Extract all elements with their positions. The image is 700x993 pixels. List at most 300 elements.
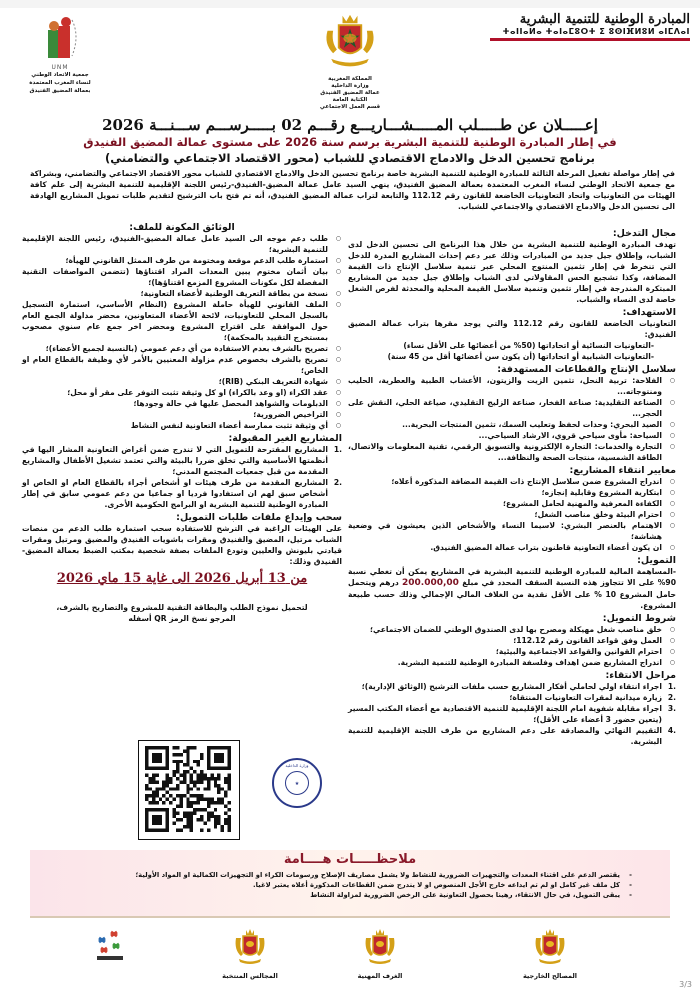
- qr-module: [186, 791, 189, 794]
- criteria-item: ○ ابتكارية المشروع وقابلية إنجازه؛: [348, 487, 662, 498]
- doc-item: ○ الملف القانوني للهيأة حاملة المشروع (النظام الأساسي، استمارة التسجيل بالسجل المحلي للتعاونيات، لائحة الأعضاء المتعاونين، محضر مداولة الجمع العام حول الموافقة على اقتراح المشروع ومحضر اخر جمع عام سنوي مصحوب بمستخرج التقييد بالمحكمة)؛: [22, 299, 328, 343]
- qr-module: [207, 829, 210, 832]
- sectors-list: [348, 375, 676, 463]
- sector-item: ○ الصناعة التقليدية: صناعة الفخار، صناعة الزليج التقليدي، صياغة الحلي، النقش على الحجر...: [348, 397, 662, 419]
- partner-elected-councils: [200, 928, 300, 980]
- qr-module: [162, 784, 165, 787]
- qr-module: [176, 794, 179, 797]
- qr-module: [152, 791, 155, 794]
- qr-module: [176, 804, 179, 807]
- conditions-list: [348, 624, 676, 668]
- qr-module: [210, 801, 213, 804]
- qr-module: [217, 787, 220, 790]
- unm-line: جمعية الاتحاد الوطني: [31, 72, 89, 78]
- qr-module: [228, 825, 231, 828]
- qr-module: [186, 763, 189, 766]
- qr-module: [190, 767, 193, 770]
- qr-module: [190, 774, 193, 777]
- qr-module: [173, 798, 176, 801]
- qr-module: [166, 774, 169, 777]
- ministry-line: وزارة الداخلية: [331, 83, 369, 89]
- qr-module: [166, 777, 169, 780]
- qr-module: [214, 818, 217, 821]
- qr-module: [200, 818, 203, 821]
- qr-module: [179, 760, 182, 763]
- qr-code-icon: [144, 746, 232, 832]
- indh-logo: [490, 12, 690, 41]
- qr-module: [173, 774, 176, 777]
- qr-module: [190, 780, 193, 783]
- partners-footer: [0, 928, 700, 988]
- qr-module: [173, 815, 176, 818]
- ministry-line: عمالة المضيق الفنيدق: [320, 90, 380, 96]
- qr-module: [169, 794, 172, 797]
- stage-item: .1 اجراء انتقاء اولي لحاملي أفكار المشاريع حسب ملفات الترشيح (الوثائق الإدارية)؛: [361, 682, 676, 691]
- intro-paragraph: في إطار مواصلة تفعيل المرحلة الثالثة للمبادرة الوطنية للتنمية البشرية خاصة برنامج تحسين الدخل والادماج الاقتصادي للشباب محور الاقتصاد الاجتماعي والتضامني، وبشراكة مع جمعية الاتحاد الوطني لنساء المغرب المعتمدة بعمالة المضيق الفنيدق، ينهي السيد عامل عمالة المضيق-الفنيدق-رئيس اللجنة الإقليمية للتنمية البشرية إلى علم كافة الهيئات من التعاونيات واتحاد التعاونيات الخاضعة للقانون رقم 112.12 والتابعة لتراب عمالة المضيق الفنيدق، أنه تم فتح باب الترشيح لتقديم طلبات تمويل المشاريع الهادفة الى تحسين الدخل والادماج الاقتصادي والاجتماعي للشباب.: [30, 169, 676, 211]
- rejected-item: .2 المشاريع المقدمة من طرف هيئات او أشخاص أجراء بالقطاع العام او الخاص او أشخاص سبق لهم ان استفادوا فرديا او جماعيا من دعم عمومي سابق في إطار المبادرة الوطنية للتنمية البشرية او البرامج الحكومية الأخرى.: [22, 478, 342, 509]
- qr-module: [200, 756, 203, 759]
- qr-module: [179, 798, 182, 801]
- qr-module: [173, 746, 176, 749]
- partner-label: المجالس المنتخبة: [222, 972, 278, 980]
- qr-module: [152, 815, 162, 825]
- qr-module: [176, 770, 179, 773]
- qr-module: [169, 777, 172, 780]
- qr-module: [228, 774, 231, 777]
- qr-module: [148, 787, 151, 790]
- qr-module: [186, 770, 189, 773]
- qr-module: [152, 753, 162, 763]
- notes-heading: ملاحظـــــات هــــامة: [283, 852, 417, 867]
- criteria-item: ○ ان يكون أعضاء التعاونية قاطنون بتراب عمالة المضيق الفنيدق.: [348, 542, 662, 553]
- qr-module: [179, 829, 182, 832]
- doc-item: ○ الدبلومات والشواهد المحصل عليها في حالة وجودها؛: [22, 398, 328, 409]
- qr-module: [228, 801, 231, 804]
- qr-module: [200, 815, 203, 818]
- qr-module: [197, 780, 200, 783]
- condition-item: ○ احترام القوانين والقواعد الاجتماعية والبيئية؛: [348, 646, 662, 657]
- doc-item: ○ تصريح بالشرف بعدم الاستفادة من أي دعم عمومي (بالنسبة لجميع الأعضاء)؛: [22, 343, 328, 354]
- qr-module: [176, 767, 179, 770]
- qr-module: [152, 801, 155, 804]
- qr-module: [221, 801, 224, 804]
- indh-title: المبادرة الوطنية للتنمية البشرية: [519, 12, 690, 27]
- qr-module: [214, 777, 217, 780]
- sector-item: ○ السياحة: مأوى سياحي قروي، الارشاد السياحي...: [348, 430, 662, 441]
- qr-module: [193, 808, 196, 811]
- funding-heading: التمويل:: [637, 555, 676, 566]
- criteria-list: [348, 476, 676, 553]
- qr-module: [207, 798, 210, 801]
- stages-heading: مراحل الانتقاء:: [605, 670, 676, 681]
- qr-module: [179, 801, 182, 804]
- qr-module: [155, 780, 158, 783]
- qr-module: [190, 829, 193, 832]
- qr-module: [179, 794, 182, 797]
- qr-module: [186, 756, 189, 759]
- qr-module: [200, 753, 203, 756]
- qr-module: [186, 818, 189, 821]
- criteria-heading: معايير انتقاء المشاريع:: [569, 465, 676, 476]
- qr-module: [224, 791, 227, 794]
- qr-module: [224, 794, 227, 797]
- qr-module: [193, 746, 196, 749]
- youth-logo-icon: [93, 928, 127, 962]
- qr-module: [207, 787, 210, 790]
- qr-module: [173, 787, 176, 790]
- qr-module: [210, 811, 213, 814]
- qr-module: [190, 801, 193, 804]
- qr-module: [207, 777, 210, 780]
- qr-module: [162, 787, 165, 790]
- qr-module: [203, 808, 206, 811]
- qr-module: [214, 825, 217, 828]
- ministry-line: الكتابة العامة: [332, 97, 368, 103]
- qr-module: [193, 770, 196, 773]
- qr-module: [210, 774, 213, 777]
- unm-label: UNM: [51, 64, 69, 71]
- qr-module: [217, 815, 220, 818]
- doc-item: ○ أي وثيقة تثبت ممارسة أعضاء التعاونية لنفس النشاط: [22, 420, 328, 431]
- note-item: - يقتصر الدعم على اقتناء المعدات والتجهيزات الضرورية للنشاط ولا يشمل مصاريف الإصلاح ورسومات الكراء او التجهيزات الكمالية او المواد الأولية؛: [30, 870, 620, 880]
- qr-module: [190, 794, 193, 797]
- qr-module: [183, 794, 186, 797]
- submit-heading: سحب وإيداع ملفات طلبات التمويل:: [176, 512, 342, 523]
- partner-external-services: [500, 928, 600, 980]
- funding-text: [348, 566, 676, 611]
- qr-module: [193, 794, 196, 797]
- qr-module: [228, 815, 231, 818]
- qr-module: [207, 811, 210, 814]
- qr-module: [207, 780, 210, 783]
- qr-module: [179, 818, 182, 821]
- qr-module: [176, 753, 179, 756]
- qr-module: [176, 746, 179, 749]
- qr-module: [214, 753, 224, 763]
- doc-item: ○ شهادة التعريف البنكي (RIB)؛: [22, 376, 328, 387]
- scope-text: تهدف المبادرة الوطنية للتنمية البشرية من خلال هذا البرنامج الى تحسين الدخل لدى الشباب، وإطلاق جيل جديد من المبادرات وذلك عبر دعم إحداث المشاريع المدرة للدخل التي تنخرط في إطار تثمين المنتوج المحلي عبر تنمية سلاسل الإنتاج ذات القيمة المضافة، وكذا تشجيع الحس المقاولاتي لدى الشباب وإطلاق جيل جديد من المشاريع المبتكرة المندرجة في إطار تثمين وتنمية سلاسل القيمة المحلية والمحدثة لفرص الشغل خاصة لدى النساء والشباب.: [348, 240, 676, 304]
- qr-module: [173, 760, 176, 763]
- stamp-star-icon: ★: [285, 771, 309, 795]
- qr-module: [193, 811, 196, 814]
- download-line-2: المرجو نسخ الرمز QR أسفله: [128, 614, 236, 623]
- qr-module: [203, 774, 206, 777]
- right-column: [348, 226, 676, 747]
- qr-module: [200, 829, 203, 832]
- qr-module: [203, 777, 206, 780]
- announcement-title: إعـــــلان عن طـــــلب المـــــشـــاريـــع رقـــم 02 بـــــرســـم ســـنـــة 2026: [102, 116, 598, 134]
- qr-module: [214, 784, 217, 787]
- doc-item: ○ عقد الكراء (او وعد بالكراء) او كل وثيقة تثبت التوفر على مقر أو محل؛: [22, 387, 328, 398]
- qr-module: [228, 784, 231, 787]
- qr-module: [186, 746, 189, 749]
- qr-module: [207, 784, 210, 787]
- qr-module: [207, 801, 210, 804]
- qr-module: [200, 770, 203, 773]
- qr-module: [148, 801, 151, 804]
- qr-module: [221, 787, 224, 790]
- qr-module: [155, 794, 158, 797]
- stamp-text: وزارة الداخلية: [285, 763, 309, 768]
- qr-module: [197, 763, 200, 766]
- stage-item: .3 اجراء مقابلة شفوية امام اللجنة الإقليمية للتنمية الاقتصادية مع أعضاء المكتب المسير (يتعين حضور 3 أعضاء على الأقل)؛: [348, 704, 676, 724]
- coat-of-arms-icon: [533, 928, 567, 966]
- qr-module: [200, 794, 203, 797]
- unm-logo: [20, 16, 100, 95]
- qr-module: [169, 787, 172, 790]
- unm-emblem-icon: [40, 16, 80, 60]
- notes-list: [30, 870, 670, 900]
- doc-item: ○ استمارة طلب الدعم موقعة ومختومة من طرف الممثل القانوني للهيأة؛: [22, 255, 328, 266]
- qr-module: [152, 798, 155, 801]
- qr-module: [173, 770, 176, 773]
- qr-module: [176, 763, 179, 766]
- partner-logo-youth: [60, 928, 160, 966]
- qr-module: [203, 798, 206, 801]
- date-range: من 13 أبريل 2026 الى غاية 15 ماي 2026: [56, 571, 308, 586]
- qr-module: [217, 777, 220, 780]
- qr-module: [200, 780, 203, 783]
- qr-module: [166, 780, 169, 783]
- qr-module: [183, 763, 186, 766]
- qr-module: [186, 784, 189, 787]
- qr-module: [179, 774, 182, 777]
- qr-module: [190, 777, 193, 780]
- sector-item: ○ التجارة والخدمات: التجارة الإلكترونية والتسويق الرقمي، تقنية المعلومات والاتصال، الطاقة الشمسية، منتجات الصحة والنظافة...: [348, 441, 662, 463]
- qr-module: [186, 801, 189, 804]
- qr-module: [200, 774, 203, 777]
- qr-module: [152, 780, 155, 783]
- doc-item: ○ بيان أثمان مختوم يبين المعدات المراد اقتناؤها (تتضمن المواصفات التقنية المفصلة لكل مكونات المشروع المزمع اقتناؤها)؛: [22, 266, 328, 288]
- qr-module: [193, 760, 196, 763]
- qr-module: [210, 815, 213, 818]
- qr-module: [155, 791, 158, 794]
- qr-module: [210, 798, 213, 801]
- qr-module: [197, 801, 200, 804]
- qr-module: [148, 777, 151, 780]
- left-column: [22, 220, 342, 624]
- qr-module: [221, 798, 224, 801]
- funding-amount: 200.000,00: [402, 578, 459, 588]
- qr-module: [183, 825, 186, 828]
- doc-item: ○ تصريح بالشرف بخصوص عدم مزاولة المعنيين بالأمر لأي وظيفة بالقطاع العام او الخاص؛: [22, 354, 328, 376]
- qr-module: [176, 787, 179, 790]
- qr-module: [228, 829, 231, 832]
- stages-list: [348, 681, 676, 747]
- qr-module: [179, 780, 182, 783]
- qr-module: [203, 787, 206, 790]
- qr-module: [228, 808, 231, 811]
- qr-module: [186, 798, 189, 801]
- sector-item: ○ الفلاحة: تربية النحل، تثمين الزيت والزيتون، الأعشاب الطبية والعطرية، الحليب ومنتوجاته...: [348, 375, 662, 397]
- qr-module: [152, 794, 155, 797]
- qr-module: [176, 784, 179, 787]
- qr-module: [193, 780, 196, 783]
- qr-module: [166, 798, 169, 801]
- rejected-list: [22, 444, 342, 510]
- condition-item: ○ اندراج المشاريع ضمن اهداف وفلسفة المبادرة الوطنية للتنمية البشرية.: [348, 657, 662, 668]
- qr-module: [173, 808, 176, 811]
- qr-module: [214, 815, 217, 818]
- qr-module: [197, 794, 200, 797]
- qr-module: [228, 777, 231, 780]
- qr-module: [173, 811, 176, 814]
- target-item: -التعاونيات النسائية أو اتحاداتها (50% من أعضائها على الأقل نساء): [403, 341, 654, 350]
- qr-module: [197, 777, 200, 780]
- qr-module: [176, 760, 179, 763]
- qr-module: [148, 794, 151, 797]
- qr-module: [155, 774, 158, 777]
- criteria-item: ○ احترام البيئة وخلق مناصب الشغل؛: [348, 509, 662, 520]
- qr-module: [186, 760, 189, 763]
- qr-module: [186, 825, 189, 828]
- qr-module: [173, 753, 176, 756]
- qr-module: [179, 753, 182, 756]
- qr-module: [217, 791, 220, 794]
- qr-module: [224, 818, 227, 821]
- qr-module: [186, 822, 189, 825]
- program-title: برنامج تحسين الدخل والادماج الاقتصادي للشباب (محور الاقتصاد الاجتماعي والتضامني): [105, 151, 595, 165]
- download-line-1: لتحميل نموذج الطلب والبطاقة التقنية للمشروع والتصاريح بالشرف،: [56, 603, 308, 612]
- qr-module: [228, 780, 231, 783]
- qr-module: [183, 774, 186, 777]
- doc-item: ○ نسخة من بطاقة التعريف الوطنية لأعضاء التعاونية؛: [22, 288, 328, 299]
- qr-module: [224, 804, 227, 807]
- rejected-heading: المشاريع الغير المقبولة:: [228, 433, 342, 444]
- page-indicator: 3/3: [679, 980, 692, 989]
- qr-module: [200, 808, 203, 811]
- qr-module: [214, 808, 217, 811]
- coat-of-arms-icon: [320, 12, 380, 72]
- qr-module: [214, 780, 217, 783]
- qr-module: [145, 787, 148, 790]
- qr-module: [162, 794, 165, 797]
- note-item: - يبقى التمويل، في حال الانتقاء، رهينا بحصول التعاونية على الرخص الضرورية لمزاولة النشاط: [30, 890, 620, 900]
- qr-module: [197, 798, 200, 801]
- qr-module: [148, 780, 151, 783]
- qr-module: [176, 811, 179, 814]
- submit-text: على الهيئات الراغبة في الترشح للاستفادة سحب استمارة طلب الدعم من منصات الشباب مرتيل، المضيق والفنيدق ومقرات باشويات الفنيدق والمضيق ومرتيل ومقرات قيادتي بليونش والعليين وتودع الملفات بصفة شخصية بمكتب الضبط بعمالة المضيق-الفنيدق وذلك:: [22, 524, 342, 566]
- qr-module: [159, 787, 162, 790]
- qr-module: [190, 818, 193, 821]
- qr-module: [217, 822, 220, 825]
- qr-module: [176, 829, 179, 832]
- qr-module: [186, 815, 189, 818]
- partner-label: الغرف المهنية: [357, 972, 403, 980]
- qr-module: [207, 804, 210, 807]
- qr-module: [190, 811, 193, 814]
- qr-module: [166, 784, 169, 787]
- doc-item: ○ التراخيص الضرورية؛: [22, 409, 328, 420]
- qr-module: [186, 753, 189, 756]
- qr-module: [190, 822, 193, 825]
- qr-module: [221, 825, 224, 828]
- qr-module: [197, 808, 200, 811]
- qr-module: [190, 825, 193, 828]
- qr-module: [176, 818, 179, 821]
- qr-module: [176, 777, 179, 780]
- note-item: - كل ملف غير كامل او لم تم ايداعه خارج الأجل المنصوص او لا يندرج ضمن القطاعات المذكورة أعلاه يعتبر لاغيا.: [30, 880, 620, 890]
- qr-module: [193, 801, 196, 804]
- qr-module: [203, 822, 206, 825]
- qr-module: [214, 801, 217, 804]
- qr-module: [145, 794, 148, 797]
- qr-module: [193, 784, 196, 787]
- qr-module: [197, 774, 200, 777]
- qr-module: [190, 815, 193, 818]
- qr-module: [224, 780, 227, 783]
- partner-label: المصالح الخارجية: [522, 972, 578, 980]
- sectors-heading: سلاسل الإنتاج والقطاعات المستهدفة:: [497, 364, 676, 375]
- qr-module: [228, 787, 231, 790]
- qr-module: [217, 784, 220, 787]
- qr-module: [183, 815, 186, 818]
- coat-of-arms-icon: [233, 928, 267, 966]
- qr-module: [186, 749, 189, 752]
- qr-module: [179, 804, 182, 807]
- qr-module: [183, 780, 186, 783]
- qr-module: [217, 774, 220, 777]
- qr-module: [207, 815, 210, 818]
- qr-module: [186, 787, 189, 790]
- qr-module: [214, 822, 217, 825]
- target-heading: الاستهداف:: [622, 307, 676, 318]
- docs-list: [22, 233, 342, 431]
- qr-module: [183, 811, 186, 814]
- qr-module: [145, 798, 148, 801]
- indh-red-bar: [490, 38, 690, 41]
- qr-module: [228, 822, 231, 825]
- condition-item: ○ خلق مناصب شغل مهيكلة ومصرح بها لدى الصندوق الوطني للضمان الاجتماعي؛: [348, 624, 662, 635]
- qr-module: [145, 784, 148, 787]
- ministry-line: قسم العمل الاجتماعي: [319, 104, 381, 110]
- qr-module: [169, 780, 172, 783]
- qr-module: [186, 804, 189, 807]
- rejected-item: .1 المشاريع المقترحة للتمويل التي لا تندرج ضمن أغراض التعاونية المشار اليها في أنظمتها الأساسية والتي تخلق ضررا بالبيئة والتي تعتمد تشغيل الأطفال والمشاريع المقدمة من قبل جمعيات المجتمع المدني؛: [22, 445, 342, 476]
- stage-item: .4 التقييم النهائي والمصادقة على دعم المشاريع من طرف اللجنة الإقليمية للتنمية البشرية.: [348, 726, 676, 746]
- qr-module: [186, 811, 189, 814]
- qr-module: [166, 791, 169, 794]
- qr-module: [152, 774, 155, 777]
- conditions-heading: شروط التمويل:: [602, 613, 676, 624]
- official-stamp: [272, 758, 322, 808]
- qr-module: [190, 746, 193, 749]
- qr-module: [197, 818, 200, 821]
- important-notes-box: [30, 850, 670, 918]
- funding-text-2: درهم ويتحمل حامل المشروع 10 % على الأقل نقدية من الغلاف المالي الإجمالي وذلك حسب طبيعة المشروع.: [348, 578, 676, 610]
- qr-module: [159, 798, 162, 801]
- partner-chambers: [330, 928, 430, 980]
- qr-module: [162, 780, 165, 783]
- condition-item: ○ العمل وفق قواعد القانون رقم 112.12؛: [348, 635, 662, 646]
- qr-module: [162, 801, 165, 804]
- qr-module: [183, 777, 186, 780]
- qr-module: [190, 804, 193, 807]
- qr-code[interactable]: [138, 740, 240, 840]
- scope-heading: مجال التدخل:: [612, 228, 676, 239]
- qr-module: [228, 818, 231, 821]
- qr-module: [217, 818, 220, 821]
- unm-line: لنساء المغرب المعتمدة: [29, 80, 91, 86]
- qr-module: [183, 770, 186, 773]
- docs-heading: الوثائق المكونة للملف:: [129, 222, 235, 233]
- qr-module: [224, 777, 227, 780]
- qr-module: [224, 822, 227, 825]
- qr-module: [183, 749, 186, 752]
- doc-item: ○ طلب دعم موجه الى السيد عامل عمالة المضيق-الفنيدق، رئيس اللجنة الإقليمية للتنمية البشرية؛: [22, 233, 328, 255]
- qr-module: [197, 787, 200, 790]
- qr-module: [221, 829, 224, 832]
